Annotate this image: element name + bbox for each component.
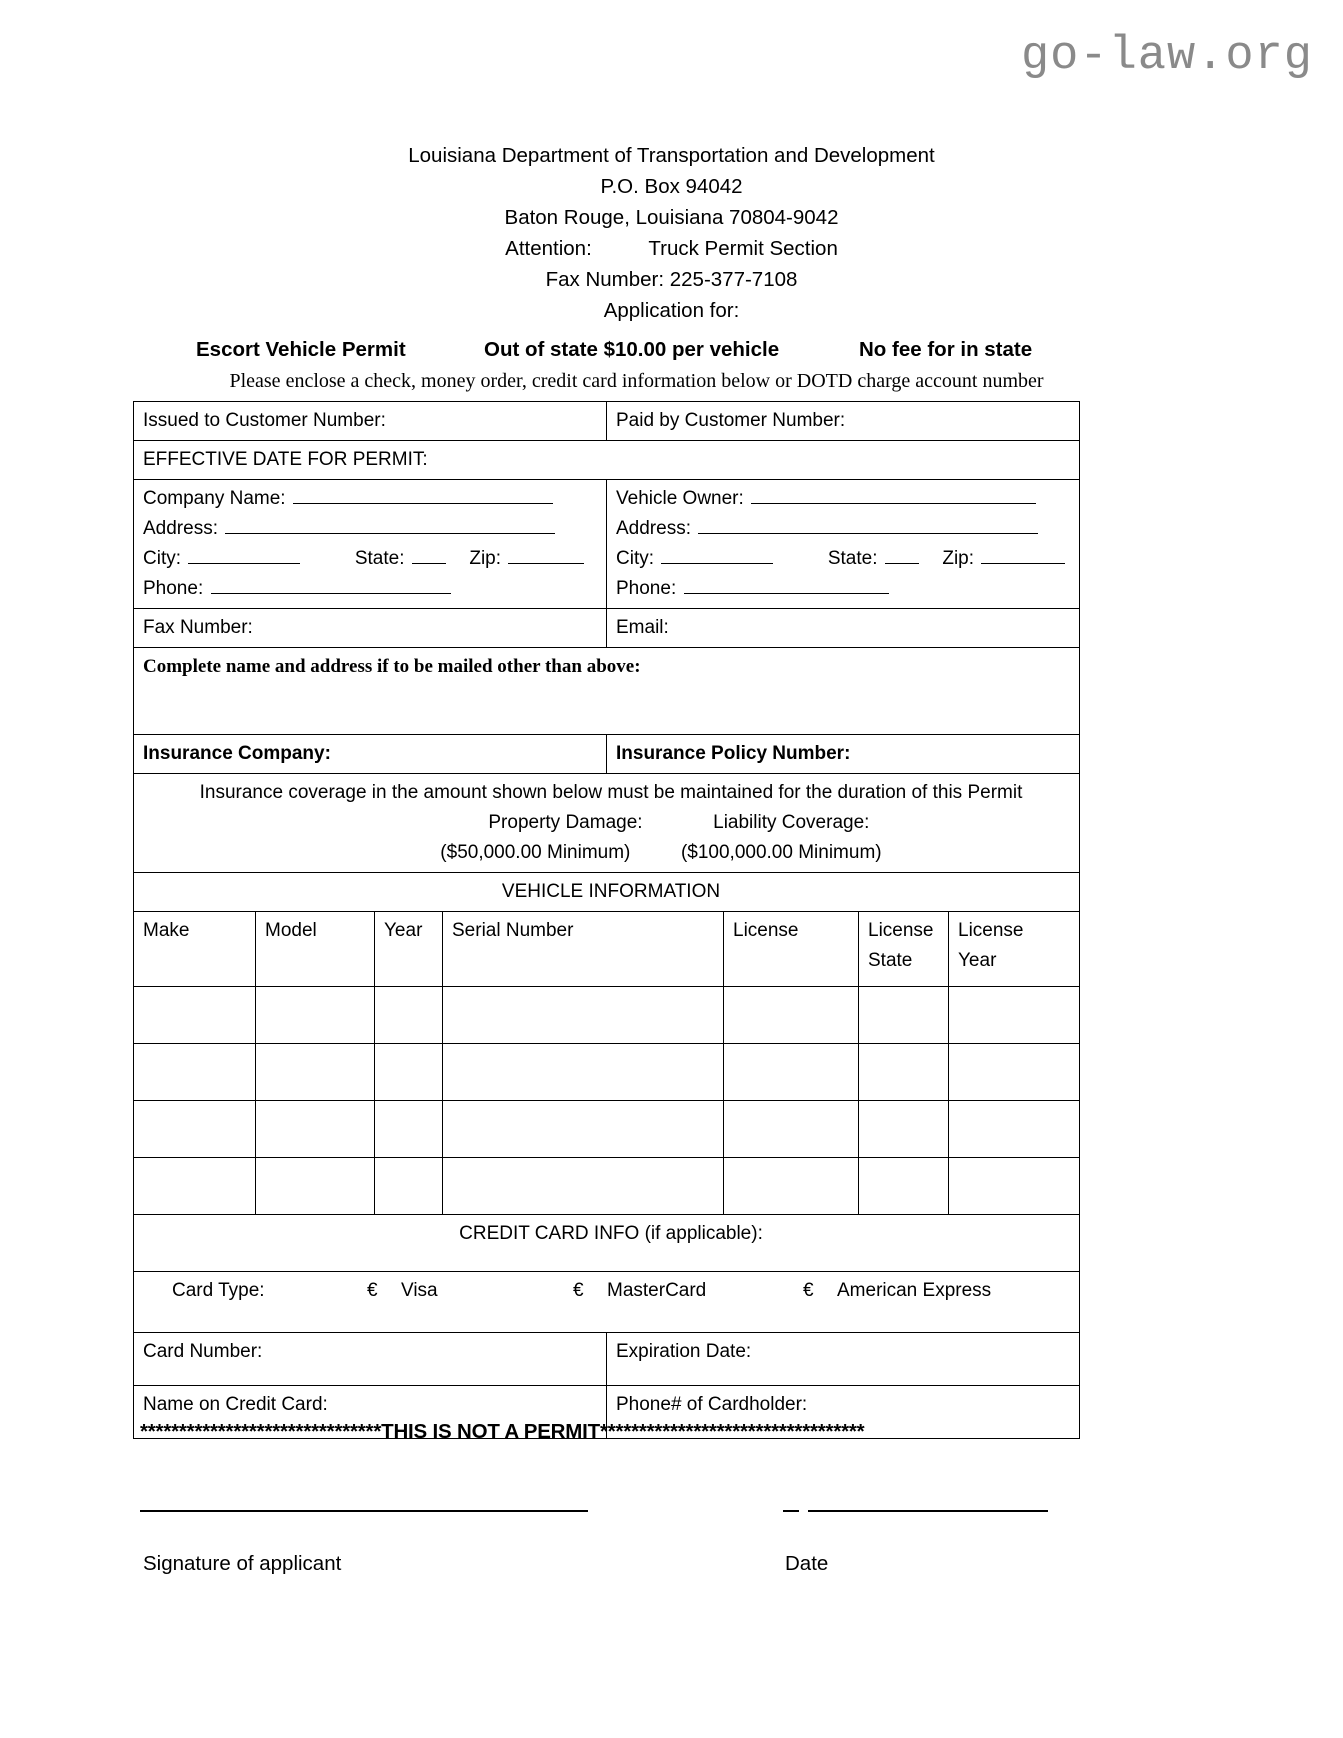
table-row-fax-email <box>134 609 1080 648</box>
paid-by-customer-number-cell[interactable]: Paid by Customer Number: <box>607 402 1080 441</box>
vehicle-owner-field[interactable] <box>616 484 1079 514</box>
date-line[interactable] <box>808 1510 1048 1512</box>
table-row-insurance <box>134 735 1080 774</box>
coverage-minimums-row <box>143 838 1079 868</box>
vehicle-model-cell[interactable] <box>256 987 375 1044</box>
table-row-mailing-address <box>134 648 1080 735</box>
insurance-coverage-note: Insurance coverage in the amount shown below must be maintained for the duration of this Permit <box>199 782 1023 803</box>
agency-name: Louisiana Department of Transportation and Development <box>408 144 935 167</box>
signature-labels <box>140 1552 1140 1592</box>
form-table <box>133 401 1080 873</box>
mastercard-checkbox-icon[interactable]: € <box>573 1280 584 1301</box>
column-header-serial-number: Serial Number <box>443 912 724 987</box>
owner-address-label: Address: <box>616 518 691 539</box>
insurance-coverage-block <box>134 774 1080 873</box>
permit-type-label: Escort Vehicle Permit <box>196 338 406 361</box>
card-option-american-express[interactable]: American Express <box>837 1280 992 1301</box>
table-row <box>134 1044 1080 1101</box>
date-line-dash <box>783 1510 799 1512</box>
owner-address-input-rule[interactable] <box>698 518 1038 534</box>
signature-section <box>140 1496 1140 1592</box>
applicant-city-label: City: <box>143 548 181 569</box>
signature-line[interactable] <box>140 1510 588 1512</box>
owner-phone-input-rule[interactable] <box>684 578 889 594</box>
permit-application-form <box>133 401 1079 1439</box>
vehicle-license-year-cell[interactable] <box>949 987 1080 1044</box>
alternate-mailing-address-cell[interactable]: Complete name and address if to be mailed other than above: <box>134 648 1080 735</box>
vehicle-license-cell[interactable] <box>724 1044 859 1101</box>
company-name-label: Company Name: <box>143 488 286 509</box>
table-row-customer-numbers <box>134 402 1080 441</box>
applicant-city-state-zip-field[interactable] <box>143 544 606 574</box>
table-row <box>134 1101 1080 1158</box>
vehicle-license-cell[interactable] <box>724 1158 859 1215</box>
owner-state-label: State: <box>827 548 878 569</box>
company-name-field[interactable] <box>143 484 606 514</box>
payment-instruction-note: Please enclose a check, money order, credit card information below or DOTD charge account number <box>229 370 1044 392</box>
property-damage-minimum: ($50,000.00 Minimum) <box>440 842 631 863</box>
owner-phone-field[interactable] <box>616 574 1079 604</box>
credit-card-type-row <box>134 1272 1080 1333</box>
table-row-insurance-note <box>134 774 1080 873</box>
fax-number-cell[interactable]: Fax Number: <box>134 609 607 648</box>
vehicle-year-cell[interactable] <box>375 1158 443 1215</box>
insurance-company-cell[interactable]: Insurance Company: <box>134 735 607 774</box>
table-row-party-details <box>134 480 1080 609</box>
po-box-line: P.O. Box 94042 <box>600 175 743 198</box>
card-type-options <box>134 1276 1079 1306</box>
vehicle-model-cell[interactable] <box>256 1101 375 1158</box>
applicant-state-label: State: <box>354 548 405 569</box>
table-row-effective-date <box>134 441 1080 480</box>
city-state-zip-line: Baton Rouge, Louisiana 70804-9042 <box>504 206 839 229</box>
owner-zip-input-rule[interactable] <box>981 548 1065 564</box>
vehicle-make-cell[interactable] <box>134 1101 256 1158</box>
out-of-state-fee: Out of state $10.00 per vehicle <box>484 338 780 361</box>
card-number-cell[interactable]: Card Number: <box>134 1333 607 1386</box>
email-cell[interactable]: Email: <box>607 609 1080 648</box>
column-header-license-year <box>949 912 1080 987</box>
card-option-visa[interactable]: Visa <box>401 1280 438 1301</box>
effective-date-cell[interactable]: EFFECTIVE DATE FOR PERMIT: <box>134 441 1080 480</box>
vehicle-license-state-cell[interactable] <box>859 987 949 1044</box>
owner-phone-label: Phone: <box>616 578 677 599</box>
credit-card-section-title: CREDIT CARD INFO (if applicable): <box>134 1215 1080 1272</box>
banner-text: THIS IS NOT A PERMIT <box>381 1420 600 1443</box>
date-label: Date <box>785 1552 829 1575</box>
owner-state-input-rule[interactable] <box>885 548 919 564</box>
license-year-line-1: License <box>958 920 1024 941</box>
vehicle-year-cell[interactable] <box>375 1101 443 1158</box>
vehicle-owner-label: Vehicle Owner: <box>616 488 744 509</box>
applicant-phone-label: Phone: <box>143 578 204 599</box>
license-year-line-2: Year <box>958 950 997 971</box>
signature-rules <box>140 1496 1140 1530</box>
owner-city-input-rule[interactable] <box>661 548 773 564</box>
card-type-label: Card Type: <box>172 1280 265 1301</box>
vehicle-make-cell[interactable] <box>134 987 256 1044</box>
owner-address-field[interactable] <box>616 514 1079 544</box>
vehicle-serial-number-cell[interactable] <box>443 987 724 1044</box>
vehicle-license-state-cell[interactable] <box>859 1044 949 1101</box>
applicant-zip-label: Zip: <box>469 548 502 569</box>
applicant-address-field[interactable] <box>143 514 606 544</box>
banner-asterisks-prefix: ******************************* <box>140 1420 382 1443</box>
credit-card-number-row <box>134 1333 1080 1386</box>
vehicle-information-title: VEHICLE INFORMATION <box>134 873 1080 912</box>
vehicle-license-year-cell[interactable] <box>949 1101 1080 1158</box>
property-damage-label: Property Damage: <box>488 812 643 833</box>
owner-zip-label: Zip: <box>942 548 975 569</box>
column-header-license: License <box>724 912 859 987</box>
applicant-details-cell[interactable] <box>134 480 607 609</box>
cardholder-phone-cell[interactable]: Phone# of Cardholder: <box>607 1386 1080 1439</box>
vehicle-model-cell[interactable] <box>256 1158 375 1215</box>
table-row <box>134 987 1080 1044</box>
card-option-mastercard[interactable]: MasterCard <box>607 1280 707 1301</box>
vehicle-license-cell[interactable] <box>724 987 859 1044</box>
visa-checkbox-icon[interactable]: € <box>367 1280 378 1301</box>
vehicle-serial-number-cell[interactable] <box>443 1158 724 1215</box>
fee-summary-row <box>0 338 1343 362</box>
vehicle-owner-details-cell[interactable] <box>607 480 1080 609</box>
issued-to-customer-number-cell[interactable]: Issued to Customer Number: <box>134 402 607 441</box>
table-row <box>134 1158 1080 1215</box>
application-for-line: Application for: <box>603 299 740 322</box>
vehicle-information-table <box>133 872 1080 1215</box>
applicant-city-input-rule[interactable] <box>188 548 300 564</box>
site-watermark: go-law.org <box>1020 30 1313 83</box>
fax-line: Fax Number: 225-377-7108 <box>545 268 798 291</box>
vehicle-license-year-cell[interactable] <box>949 1158 1080 1215</box>
signature-of-applicant-label: Signature of applicant <box>143 1552 342 1575</box>
in-state-fee: No fee for in state <box>859 338 1033 361</box>
license-state-line-1: License <box>868 920 934 941</box>
vehicle-section-title-row <box>134 873 1080 912</box>
applicant-phone-input-rule[interactable] <box>211 578 451 594</box>
vehicle-make-cell[interactable] <box>134 1158 256 1215</box>
liability-coverage-label: Liability Coverage: <box>713 812 870 833</box>
vehicle-license-cell[interactable] <box>724 1101 859 1158</box>
applicant-address-input-rule[interactable] <box>225 518 555 534</box>
attention-line: Attention: Truck Permit Section <box>505 237 838 260</box>
applicant-state-input-rule[interactable] <box>412 548 446 564</box>
column-header-make: Make <box>134 912 256 987</box>
vehicle-license-state-cell[interactable] <box>859 1101 949 1158</box>
applicant-address-label: Address: <box>143 518 218 539</box>
vehicle-serial-number-cell[interactable] <box>443 1101 724 1158</box>
column-header-year: Year <box>375 912 443 987</box>
vehicle-owner-input-rule[interactable] <box>751 488 1036 504</box>
vehicle-model-cell[interactable] <box>256 1044 375 1101</box>
applicant-phone-field[interactable] <box>143 574 606 604</box>
owner-city-state-zip-field[interactable] <box>616 544 1079 574</box>
liability-coverage-minimum: ($100,000.00 Minimum) <box>680 842 882 863</box>
vehicle-license-year-cell[interactable] <box>949 1044 1080 1101</box>
name-on-credit-card-cell[interactable]: Name on Credit Card: <box>134 1386 607 1439</box>
applicant-zip-input-rule[interactable] <box>508 548 584 564</box>
vehicle-year-cell[interactable] <box>375 1044 443 1101</box>
coverage-labels-row <box>143 808 1079 838</box>
owner-city-label: City: <box>616 548 654 569</box>
vehicle-table-header-row <box>134 912 1080 987</box>
vehicle-year-cell[interactable] <box>375 987 443 1044</box>
vehicle-license-state-cell[interactable] <box>859 1158 949 1215</box>
card-type-row-cell <box>134 1272 1080 1333</box>
vehicle-make-cell[interactable] <box>134 1044 256 1101</box>
column-header-model: Model <box>256 912 375 987</box>
document-header <box>0 140 1343 326</box>
company-name-input-rule[interactable] <box>293 488 553 504</box>
vehicle-serial-number-cell[interactable] <box>443 1044 724 1101</box>
not-a-permit-banner <box>140 1420 1080 1444</box>
insurance-policy-number-cell[interactable]: Insurance Policy Number: <box>607 735 1080 774</box>
amex-checkbox-icon[interactable]: € <box>803 1280 814 1301</box>
credit-card-table <box>133 1214 1080 1439</box>
license-state-line-2: State <box>868 950 913 971</box>
column-header-license-state <box>859 912 949 987</box>
expiration-date-cell[interactable]: Expiration Date: <box>607 1333 1080 1386</box>
banner-asterisks-suffix: ********************************** <box>599 1420 865 1443</box>
credit-card-title-row <box>134 1215 1080 1272</box>
